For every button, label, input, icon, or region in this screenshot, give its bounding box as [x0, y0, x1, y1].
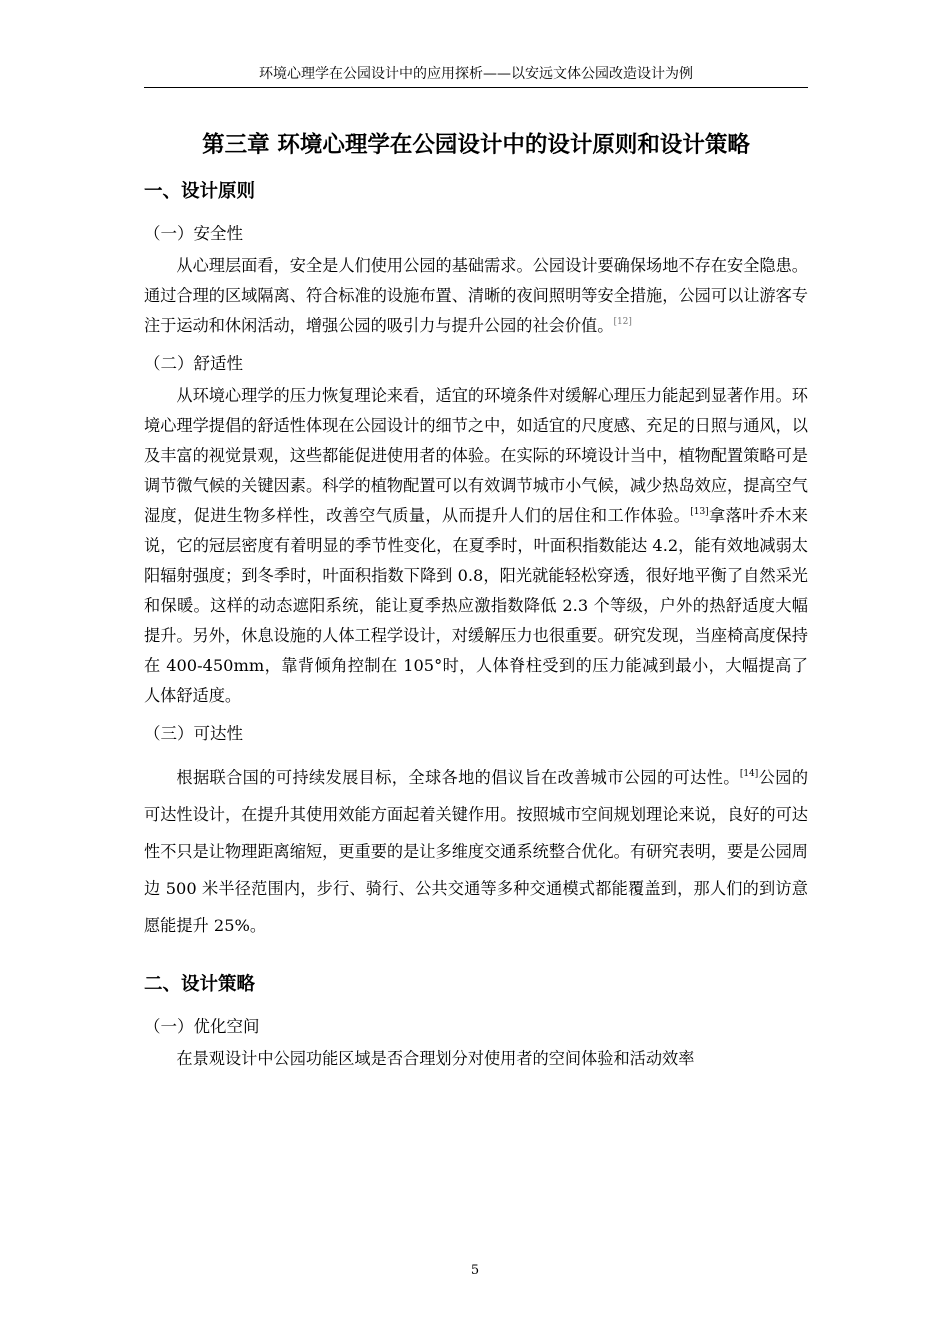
citation-13: [13]: [690, 507, 709, 517]
paragraph-text-part-b: 拿落叶乔木来说，它的冠层密度有着明显的季节性变化，在夏季时，叶面积指数能达 4.2，能有效地减弱太阳辐射强度；到冬季时，叶面积指数下降到 0.8，阳光就能轻松穿透，很好地平衡了自然采光和保暖。这样的动态遮阳系统，能让夏季热应激指数降低 2.3 个等级，户外的热舒适度大幅提升。另外，休息设施的人体工程学设计，对缓解压力也很重要。研究发现，当座椅高度保持在 400-450mm，靠背倾角控制在 105°时，人体脊柱受到的压力能减到最小，大幅提高了人体舒适度。: [144, 506, 808, 705]
paragraph-comfort: [144, 381, 808, 711]
subsection-heading-optimize-space: （一）优化空间: [144, 1017, 260, 1036]
section-heading-design-principles: 一、设计原则: [144, 181, 256, 202]
citation-14: [14]: [739, 769, 759, 779]
page-number: 5: [470, 1263, 480, 1278]
paragraph-safety: [144, 251, 808, 341]
subsection-heading-comfort: （二）舒适性: [144, 354, 243, 373]
paragraph-text: 从心理层面看，安全是人们使用公园的基础需求。公园设计要确保场地不存在安全隐患。通过合理的区域隔离、符合标准的设施布置、清晰的夜间照明等安全措施，公园可以让游客专注于运动和休闲活动，增强公园的吸引力与提升公园的社会价值。: [144, 256, 808, 335]
paragraph-text-part-a: 从环境心理学的压力恢复理论来看，适宜的环境条件对缓解心理压力能起到显著作用。环境心理学提倡的舒适性体现在公园设计的细节之中，如适宜的尺度感、充足的日照与通风，以及丰富的视觉景观，这些都能促进使用者的体验。在实际的环境设计当中，植物配置策略可是调节微气候的关键因素。科学的植物配置可以有效调节城市小气候，减少热岛效应，提高空气湿度，促进生物多样性，改善空气质量，从而提升人们的居住和工作体验。: [144, 386, 808, 525]
paragraph-text: 在景观设计中公园功能区域是否合理划分对使用者的空间体验和活动效率: [176, 1049, 695, 1068]
citation-12: [12]: [613, 317, 632, 327]
paragraph-optimize-space: [144, 1044, 808, 1074]
section-heading-design-strategies: 二、设计策略: [144, 974, 256, 995]
subsection-heading-accessibility: （三）可达性: [144, 724, 243, 743]
paragraph-text-part-b: 公园的可达性设计，在提升其使用效能方面起着关键作用。按照城市空间规划理论来说，良好的可达性不只是让物理距离缩短，更重要的是让多维度交通系统整合优化。有研究表明，要是公园周边 500 米半径范围内，步行、骑行、公共交通等多种交通模式都能覆盖到，那人们的到访意愿能提升 25%。: [144, 768, 809, 935]
chapter-title: 第三章 环境心理学在公园设计中的设计原则和设计策略: [202, 132, 750, 158]
paragraph-text-part-a: 根据联合国的可持续发展目标，全球各地的倡议旨在改善城市公园的可达性。: [176, 768, 740, 787]
subsection-heading-safety: （一）安全性: [144, 224, 243, 243]
paragraph-accessibility: [144, 759, 808, 944]
page-body: [144, 125, 808, 1084]
running-header: 环境心理学在公园设计中的应用探析——以安远文体公园改造设计为例: [144, 64, 808, 88]
